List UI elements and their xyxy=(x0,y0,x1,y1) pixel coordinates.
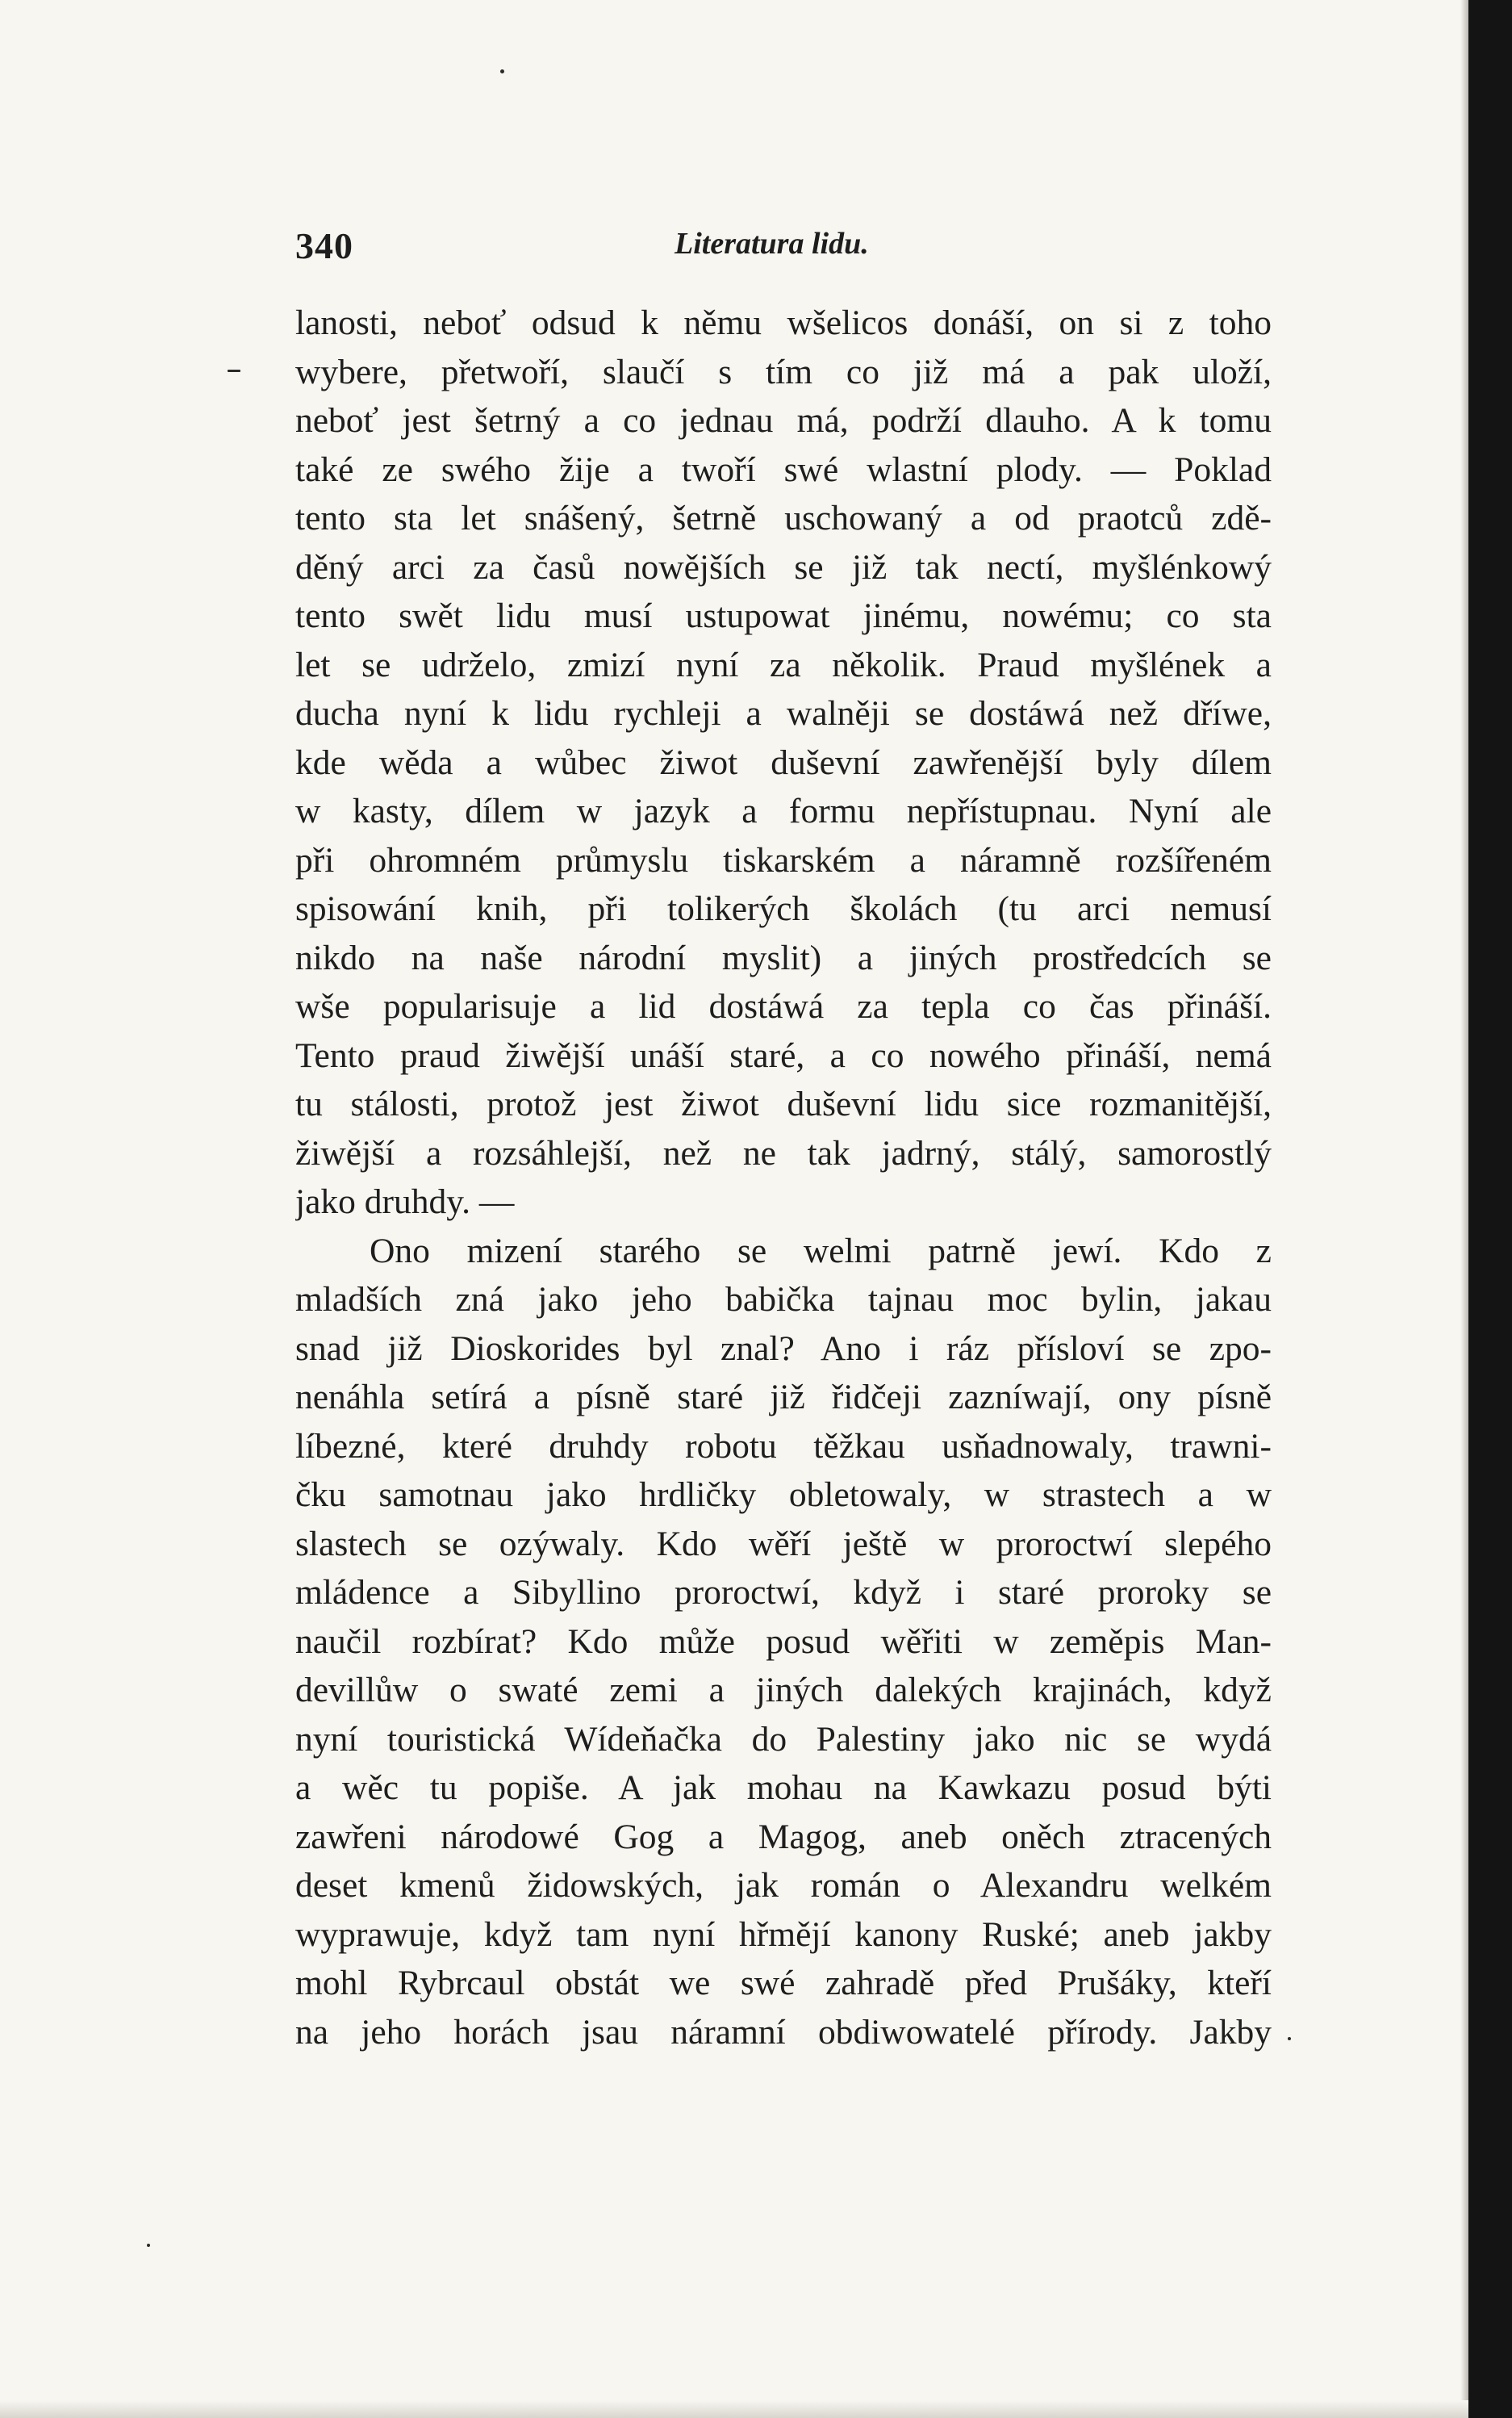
scan-speck xyxy=(228,370,240,372)
text-line: děný arci za časů nowějších se již tak nectí, myšlénkowý xyxy=(295,547,1272,587)
text-line: tento swět lidu musí ustupowat jinému, nowému; co sta xyxy=(295,596,1272,635)
text-line: let se udrželo, zmizí nyní za několik. Praud myšlének a xyxy=(295,645,1272,684)
text-line: a wěc tu popiše. A jak mohau na Kawkazu posud býti xyxy=(295,1768,1272,1807)
scan-border xyxy=(1468,0,1512,2418)
text-line: w kasty, dílem w jazyk a formu nepřístupnau. Nyní ale xyxy=(295,792,1272,830)
scan-speck xyxy=(500,69,504,73)
text-line: při ohromném průmyslu tiskarském a náramně rozšířeném xyxy=(295,840,1272,880)
page-number: 340 xyxy=(295,225,353,266)
text-line: mládence a Sibyllino proroctwí, když i staré proroky se xyxy=(295,1573,1272,1612)
text-line: žiwější a rozsáhlejší, než ne tak jadrný, stálý, samorostlý xyxy=(295,1133,1272,1173)
text-line: wybere, přetwoří, slaučí s tím co již má a pak uloží, xyxy=(295,352,1272,391)
text-line: zawřeni národowé Gog a Magog, aneb oněch ztracených xyxy=(295,1817,1272,1856)
text-line: spisowání knih, při tolikerých školách (tu arci nemusí xyxy=(295,889,1272,928)
text-line: lanosti, neboť odsud k němu wšelicos donáší, on si z toho xyxy=(295,303,1272,342)
text-line: deset kmenů židowských, jak román o Alexandru welkém xyxy=(295,1866,1272,1905)
running-title: Literatura lidu. xyxy=(675,227,869,261)
text-line: Tento praud žiwější unáší staré, a co nowého přináší, nemá xyxy=(295,1035,1272,1075)
text-line: neboť jest šetrný a co jednau má, podrží dlauho. A k tomu xyxy=(295,401,1272,440)
text-line: wše popularisuje a lid dostáwá za tepla co čas přináší. xyxy=(295,987,1272,1026)
text-line: nyní touristická Wídeňačka do Palestiny jako nic se wydá xyxy=(295,1719,1272,1759)
text-line: snad již Dioskorides byl znal? Ano i ráz přísloví se zpo- xyxy=(295,1328,1272,1368)
text-line: líbezné, které druhdy robotu těžkau usňadnowaly, trawni- xyxy=(295,1426,1272,1466)
scan-speck xyxy=(147,2244,150,2247)
text-line: tu stálosti, protož jest žiwot duševní lidu sice rozmanitější, xyxy=(295,1085,1272,1123)
page-edge-shadow xyxy=(1460,0,1468,2418)
paragraph-end-line: jako druhdy. — xyxy=(295,1182,515,1221)
text-line: naučil rozbírat? Kdo může posud wěřiti w zeměpis Man- xyxy=(295,1621,1272,1661)
text-line: mladších zná jako jeho babička tajnau moc bylin, jakau xyxy=(295,1280,1272,1319)
paragraph-start-line: Ono mizení starého se welmi patrně jewí. Kdo z xyxy=(370,1231,1272,1270)
text-line: devillůw o swaté zemi a jiných dalekých krajinách, když xyxy=(295,1671,1272,1709)
scan-speck xyxy=(1288,2037,1291,2040)
text-line: slastech se ozýwaly. Kdo wěří ještě w proroctwí slepého xyxy=(295,1524,1272,1563)
page-header xyxy=(295,224,1272,265)
text-line: nenáhla setírá a písně staré již řidčeji zazníwají, ony písně xyxy=(295,1378,1272,1416)
text-line: nikdo na naše národní myslit) a jiných prostředcích se xyxy=(295,938,1272,977)
text-line: ducha nyní k lidu rychleji a walněji se dostáwá než dříwe, xyxy=(295,694,1272,733)
page-bottom-edge xyxy=(0,2400,1468,2418)
text-line: také ze swého žije a twoří swé wlastní plody. — Poklad xyxy=(295,450,1272,489)
text-line: tento sta let snášený, šetrně uschowaný a od praotců zdě- xyxy=(295,499,1272,538)
text-line: na jeho horách jsau náramní obdiwowatelé přírody. Jakby xyxy=(295,2012,1272,2052)
text-line: kde wěda a wůbec žiwot duševní zawřenější byly dílem xyxy=(295,743,1272,782)
text-line: wyprawuje, když tam nyní hřmějí kanony Ruské; aneb jakby xyxy=(295,1914,1272,1954)
text-line: čku samotnau jako hrdličky obletowaly, w strastech a w xyxy=(295,1475,1272,1514)
body-text xyxy=(295,299,1272,2056)
text-line: mohl Rybrcaul obstát we swé zahradě před Prušáky, kteří xyxy=(295,1964,1272,2002)
